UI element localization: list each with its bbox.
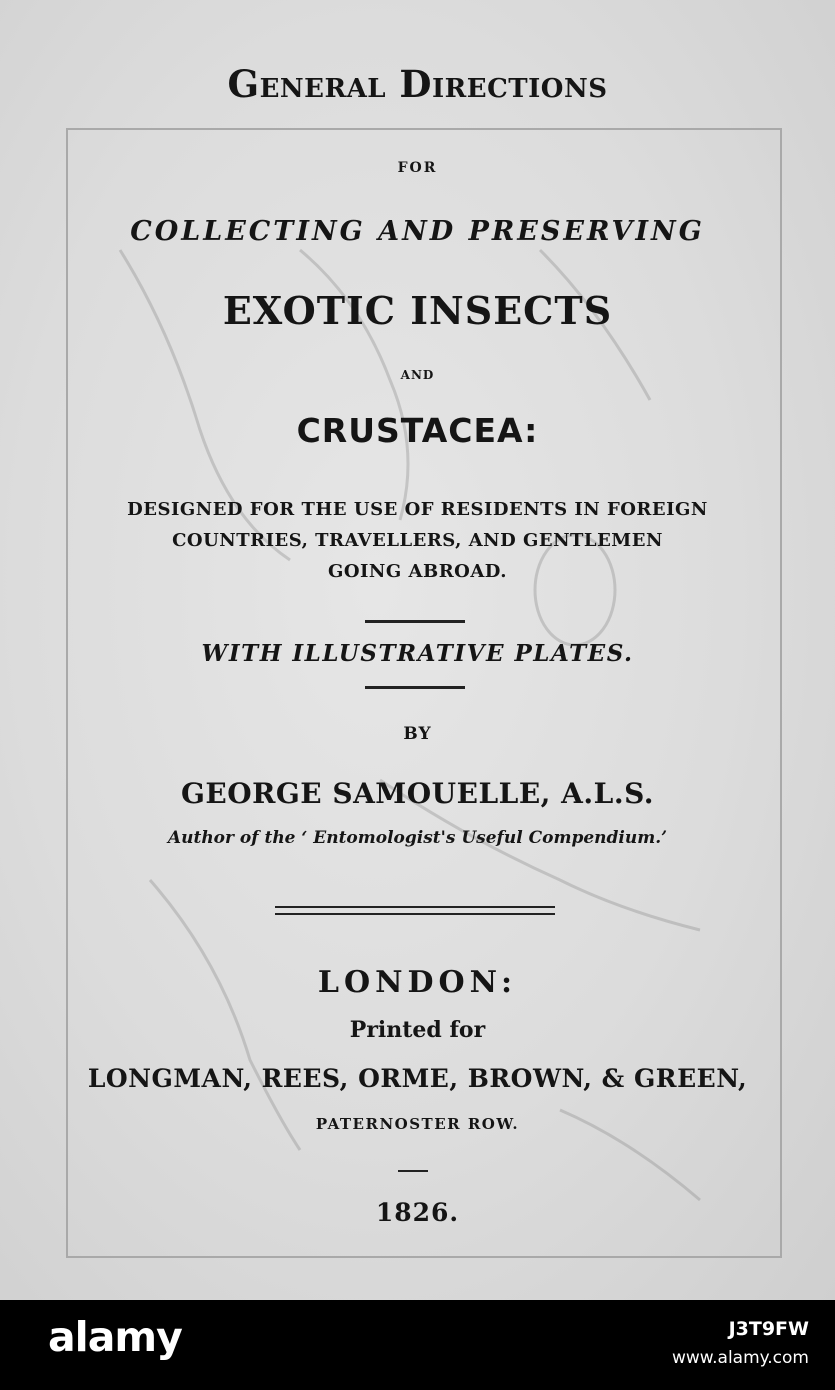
publication-year: 1826.	[375, 1198, 460, 1227]
subject-exotic-insects: EXOTIC INSECTS	[222, 288, 613, 333]
and-line: AND	[400, 368, 435, 382]
publishers-line: LONGMAN, REES, ORME, BROWN, & GREEN,	[87, 1064, 748, 1093]
street-line: PATERNOSTER ROW.	[315, 1115, 520, 1133]
heading-general-directions: General Directions	[227, 62, 608, 106]
plates-line: WITH ILLUSTRATIVE PLATES.	[201, 640, 634, 667]
by-line: BY	[403, 724, 432, 744]
author-note: Author of the ‘ Entomologist's Useful Compendium.’	[167, 828, 668, 848]
designed-line-2: COUNTRIES, TRAVELLERS, AND GENTLEMEN	[172, 530, 663, 551]
image-code: J3T9FW	[728, 1318, 809, 1340]
imprint-city: LONDON:	[317, 965, 518, 1000]
double-rule-top	[275, 906, 555, 908]
designed-line-3: GOING ABROAD.	[327, 561, 508, 582]
designed-line-1: DESIGNED FOR THE USE OF RESIDENTS IN FOREIGN	[127, 499, 708, 520]
for-line: FOR	[397, 160, 438, 176]
printed-for-line: Printed for	[349, 1017, 486, 1043]
designed-for-paragraph	[0, 494, 835, 587]
double-rule-bottom	[275, 913, 555, 915]
collecting-line: COLLECTING AND PRESERVING	[130, 216, 705, 247]
short-dash-rule	[398, 1170, 428, 1172]
subject-crustacea: CRUSTACEA:	[296, 411, 539, 450]
alamy-logo: alamy	[48, 1313, 182, 1361]
divider-rule-upper	[365, 620, 465, 623]
author-name: GEORGE SAMOUELLE, A.L.S.	[180, 777, 655, 810]
divider-rule-lower	[365, 686, 465, 689]
alamy-url: www.alamy.com	[671, 1348, 809, 1368]
